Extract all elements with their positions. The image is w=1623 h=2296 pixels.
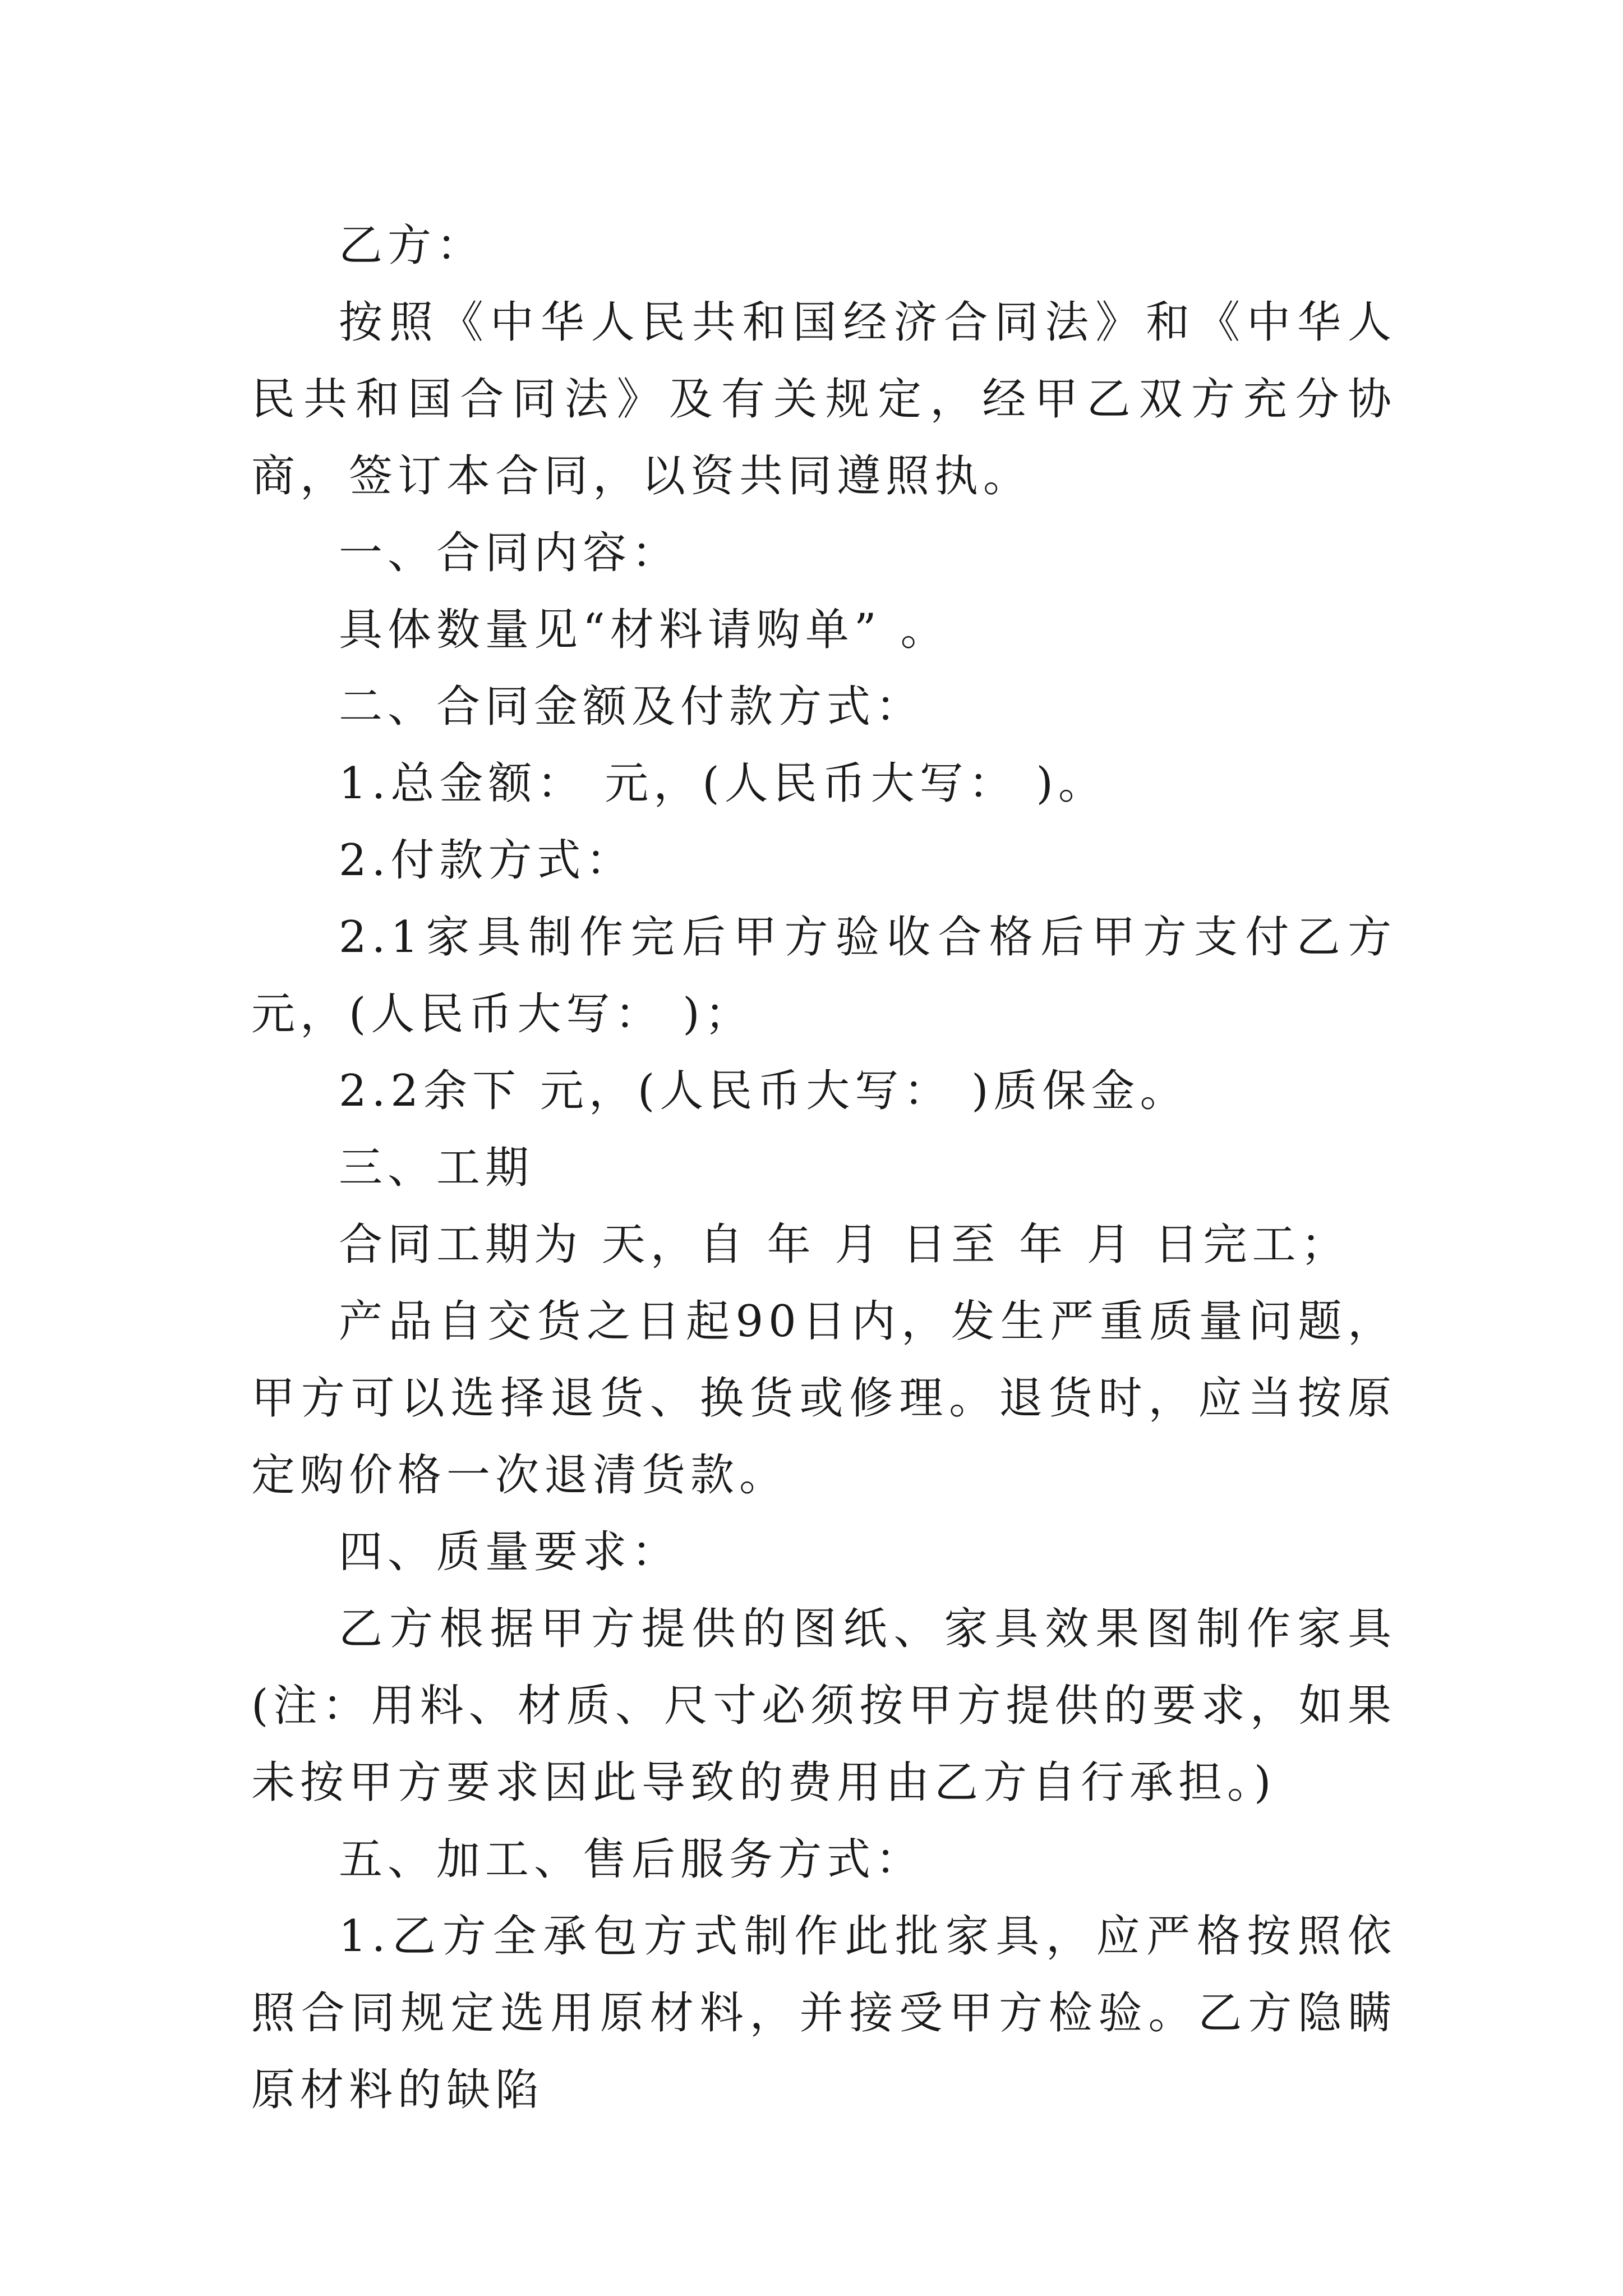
heading-quality: 四、质量要求：: [339, 1527, 681, 1577]
paragraph-payment-2-1: 2.1家具制作完后甲方验收合格后甲方支付乙方 元，(人民币大写： )；: [251, 912, 1396, 1039]
paragraph-party-b: 乙方：: [339, 220, 486, 271]
paragraph-returns: 产品自交货之日起90日内，发生严重质量问题，甲方可以选择退货、换货或修理。退货时，应当按原定购价格一次退清货款。: [251, 1296, 1396, 1501]
paragraph-payment-2-2: 2.2余下 元，(人民币大写： )质保金。: [339, 1066, 1189, 1116]
heading-processing-service: 五、加工、售后服务方式：: [339, 1834, 925, 1885]
paragraph-quality: 乙方根据甲方提供的图纸、家具效果图制作家具(注：用料、材质、尺寸必须按甲方提供的要求，如果未按甲方要求因此导致的费用由乙方自行承担。): [251, 1604, 1396, 1808]
paragraph-quantity: 具体数量见“材料请购单” 。: [339, 605, 949, 655]
heading-amount-payment: 二、合同金额及付款方式：: [339, 682, 925, 732]
paragraph-preamble: 按照《中华人民共和国经济合同法》和《中华人民共和国合同法》及有关规定，经甲乙双方充分协商，签订本合同，以资共同遵照执。: [251, 297, 1396, 501]
paragraph-schedule-dates: 合同工期为 天，自 年 月 日至 年 月 日完工；: [339, 1220, 1350, 1270]
paragraph-processing-1: 1.乙方全承包方式制作此批家具，应严格按照依照合同规定选用原材料，并接受甲方检验。乙方隐瞒原材料的缺陷: [251, 1911, 1396, 2115]
paragraph-total-amount: 1.总金额： 元，(人民币大写： )。: [339, 758, 1107, 809]
heading-contract-content: 一、合同内容：: [339, 528, 681, 578]
paragraph-payment-method: 2.付款方式：: [339, 835, 635, 886]
heading-schedule: 三、工期: [339, 1143, 534, 1193]
document-body: [251, 208, 1396, 2129]
